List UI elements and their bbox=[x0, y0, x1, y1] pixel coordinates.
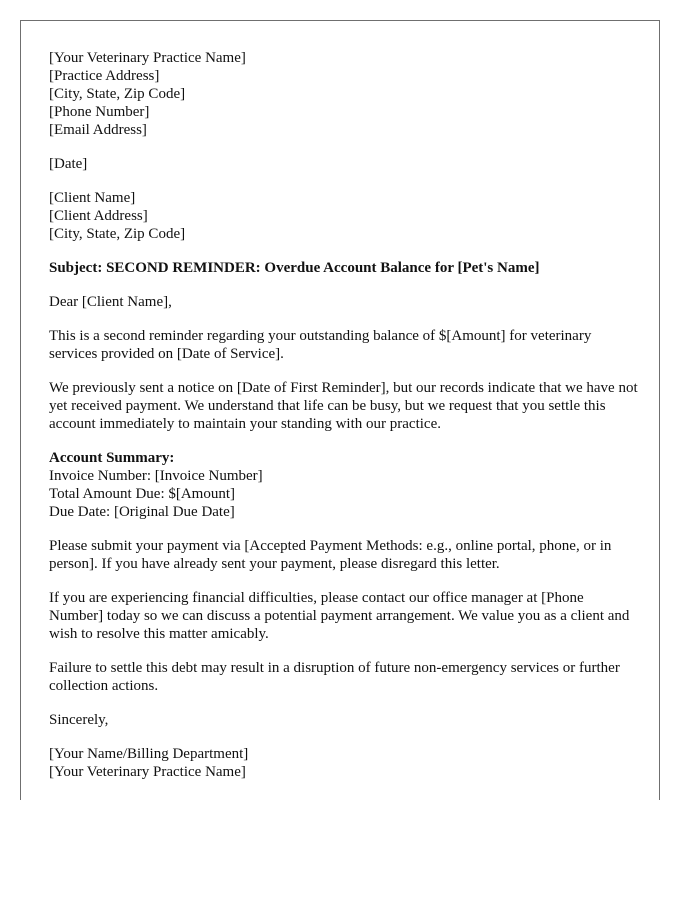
paragraph-balance: This is a second reminder regarding your outstanding balance of $[Amount] for veterinary services provided on [Date of Service]. bbox=[49, 328, 592, 362]
signature-line: [Your Veterinary Practice Name] bbox=[49, 764, 246, 780]
account-summary-line: Invoice Number: [Invoice Number] bbox=[49, 468, 263, 484]
account-summary bbox=[49, 449, 639, 521]
account-summary-line: Total Amount Due: $[Amount] bbox=[49, 486, 236, 502]
sender-line: [Email Address] bbox=[49, 122, 147, 138]
paragraph-payment-methods: Please submit your payment via [Accepted Payment Methods: e.g., online portal, phone, or in person]. If you have already sent your payment, please disregard this letter. bbox=[49, 538, 612, 572]
date-text: [Date] bbox=[49, 156, 88, 172]
paragraph-previous-notice: We previously sent a notice on [Date of First Reminder], but our records indicate that we have not yet received payment. We understand that life can be busy, but we request that you settle this account immediately to maintain your standing with our practice. bbox=[49, 380, 638, 432]
sender-line: [Practice Address] bbox=[49, 68, 160, 84]
sender-line: [Phone Number] bbox=[49, 104, 150, 120]
sender-line: [City, State, Zip Code] bbox=[49, 86, 186, 102]
recipient-line: [Client Address] bbox=[49, 208, 148, 224]
letter-body bbox=[49, 49, 639, 797]
paragraph-financial-difficulties: If you are experiencing financial difficulties, please contact our office manager at [Phone Number] today so we can discuss a potential payment arrangement. We value you as a client and wish to resolve this matter amicably. bbox=[49, 590, 630, 642]
salutation: Dear [Client Name], bbox=[49, 294, 172, 310]
paragraph-consequences: Failure to settle this debt may result in a disruption of future non-emergency services or further collection actions. bbox=[49, 660, 620, 694]
signature bbox=[49, 745, 639, 781]
account-summary-heading: Account Summary: bbox=[49, 450, 175, 466]
recipient-line: [Client Name] bbox=[49, 190, 136, 206]
sender-line: [Your Veterinary Practice Name] bbox=[49, 50, 246, 66]
recipient-line: [City, State, Zip Code] bbox=[49, 226, 186, 242]
account-summary-line: Due Date: [Original Due Date] bbox=[49, 504, 235, 520]
signature-line: [Your Name/Billing Department] bbox=[49, 746, 249, 762]
closing: Sincerely, bbox=[49, 712, 109, 728]
subject-line: Subject: SECOND REMINDER: Overdue Account Balance for [Pet's Name] bbox=[49, 260, 540, 276]
letter-date bbox=[49, 155, 639, 173]
recipient-address bbox=[49, 189, 639, 243]
letter-page bbox=[20, 20, 660, 800]
sender-address bbox=[49, 49, 639, 139]
